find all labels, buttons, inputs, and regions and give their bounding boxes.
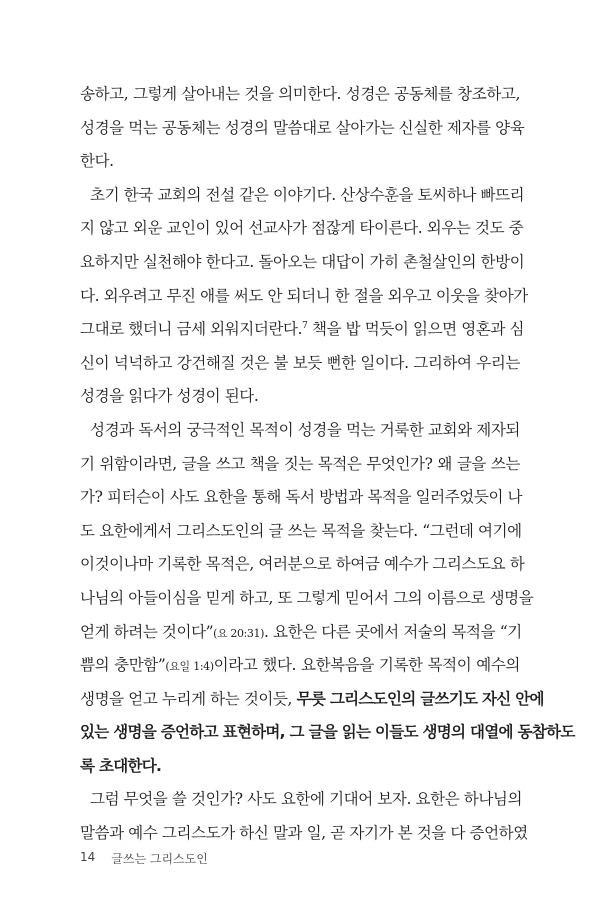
emphasis-text: 록 초대한다. bbox=[80, 756, 162, 775]
text-run: 그대로 했더니 금세 외워지더란다. bbox=[80, 320, 303, 339]
text-run: 책을 밥 먹듯이 읽으면 영혼과 심 bbox=[307, 320, 525, 339]
text-line-content bbox=[80, 515, 520, 549]
text-line-content bbox=[80, 280, 528, 314]
text-run: 성경과 독서의 궁극적인 목적이 성경을 먹는 거룩한 교회와 제자되 bbox=[90, 420, 520, 439]
text-line-content bbox=[80, 347, 520, 381]
footnote-marker: 7 bbox=[302, 321, 308, 331]
scripture-reference: (요일 1:4) bbox=[165, 660, 214, 674]
text-line bbox=[80, 716, 575, 750]
text-run: 생명을 얻고 누리게 하는 것이듯, bbox=[80, 689, 297, 708]
text-run: . 요한은 다른 곳에서 저술의 목적을 “기 bbox=[263, 622, 522, 641]
text-run: 이것이나마 기록한 목적은, 여러분으로 하여금 예수가 그리스도요 하 bbox=[80, 555, 525, 574]
text-line bbox=[80, 212, 524, 246]
text-line-content bbox=[80, 817, 528, 851]
text-line-content bbox=[80, 649, 520, 683]
running-title: 글쓰는 그리스도인 bbox=[111, 852, 208, 866]
text-line bbox=[80, 347, 520, 381]
text-line bbox=[80, 515, 520, 549]
text-run: 쁨의 충만함” bbox=[80, 656, 166, 675]
text-run: 말씀과 예수 그리스도가 하신 말과 일, 곧 자기가 본 것을 다 증언하였 bbox=[80, 824, 528, 843]
text-line bbox=[80, 649, 520, 683]
text-run: 도 요한에게서 그리스도인의 글 쓰는 목적을 찾는다. “그런데 여기에 bbox=[80, 521, 522, 540]
text-run: 나님의 아들이심을 믿게 하고, 또 그렇게 믿어서 그의 이름으로 생명을 bbox=[80, 588, 534, 607]
text-line bbox=[80, 246, 525, 280]
body-text bbox=[80, 78, 575, 851]
text-line-content bbox=[80, 212, 524, 246]
text-line bbox=[80, 783, 523, 817]
text-line-content bbox=[80, 78, 520, 112]
text-run: 기 위함이라면, 글을 쓰고 책을 짓는 목적은 무엇인가? 왜 글을 쓰는 bbox=[80, 454, 520, 473]
page-number: 14 bbox=[80, 850, 96, 864]
text-line-content bbox=[90, 414, 520, 448]
text-run: 지 않고 외운 교인이 있어 선교사가 점잖게 타이른다. 외우는 것도 중 bbox=[80, 219, 524, 238]
text-line-content bbox=[80, 548, 525, 582]
text-line bbox=[80, 179, 525, 213]
text-run: 이라고 했다. 요한복음을 기록한 목적이 예수의 bbox=[213, 656, 520, 675]
text-line bbox=[80, 481, 523, 515]
text-line-content bbox=[80, 481, 523, 515]
text-run: 성경을 먹는 공동체는 성경의 말씀대로 살아가는 신실한 제자를 양육 bbox=[80, 118, 525, 137]
text-run: 요하지만 실천해야 한다고. 돌아오는 대답이 가히 촌철살인의 한방이 bbox=[80, 252, 525, 271]
paragraph bbox=[80, 179, 528, 414]
text-line-content bbox=[80, 246, 525, 280]
text-run: 가? 피터슨이 사도 요한을 통해 독서 방법과 목적을 일러주었듯이 나 bbox=[80, 488, 523, 507]
text-line bbox=[80, 280, 528, 314]
text-line-content bbox=[80, 616, 520, 650]
text-line bbox=[80, 414, 520, 448]
paragraph bbox=[80, 414, 575, 784]
text-run: 한다. bbox=[80, 152, 114, 171]
text-line bbox=[80, 548, 525, 582]
emphasis-text: 있는 생명을 증언하고 표현하며, 그 글을 읽는 이들도 생명의 대열에 동참하도 bbox=[80, 723, 575, 742]
text-run: 그럼 무엇을 쓸 것인가? 사도 요한에 기대어 보자. 요한은 하나님의 bbox=[90, 790, 523, 809]
scripture-reference: (요 20:31) bbox=[213, 626, 264, 640]
text-line-content bbox=[80, 750, 520, 784]
text-line-content bbox=[80, 112, 525, 146]
text-line-content bbox=[80, 380, 520, 414]
text-run: 다. 외우려고 무진 애를 써도 안 되더니 한 절을 외우고 이웃을 찾아가 bbox=[80, 286, 528, 305]
text-line bbox=[80, 616, 520, 650]
text-line bbox=[80, 582, 534, 616]
text-line bbox=[80, 683, 544, 717]
text-line-content bbox=[90, 783, 523, 817]
text-line bbox=[80, 145, 520, 179]
text-line bbox=[80, 448, 520, 482]
text-run: 얻게 하려는 것이다” bbox=[80, 622, 214, 641]
text-line bbox=[80, 750, 520, 784]
text-run: 송하고, 그렇게 살아내는 것을 의미한다. 성경은 공동체를 창조하고, bbox=[80, 85, 520, 103]
emphasis-text: 무릇 그리스도인의 글쓰기도 자신 안에 bbox=[296, 689, 544, 708]
text-line-content bbox=[80, 145, 520, 179]
text-run: 신이 넉넉하고 강건해질 것은 불 보듯 뻔한 일이다. 그리하여 우리는 bbox=[80, 353, 520, 372]
text-line-content bbox=[80, 716, 575, 750]
text-line bbox=[80, 817, 528, 851]
text-line-content bbox=[80, 313, 525, 347]
text-line-content bbox=[80, 582, 534, 616]
text-run: 초기 한국 교회의 전설 같은 이야기다. 산상수훈을 토씨하나 빠뜨리 bbox=[90, 185, 525, 204]
text-line bbox=[80, 78, 520, 112]
text-run: 성경을 읽다가 성경이 된다. bbox=[80, 387, 259, 406]
paragraph bbox=[80, 783, 528, 850]
text-line-content bbox=[80, 683, 544, 717]
paragraph bbox=[80, 78, 525, 179]
text-line bbox=[80, 380, 520, 414]
text-line bbox=[80, 112, 525, 146]
text-line-content bbox=[80, 448, 520, 482]
page-footer bbox=[80, 850, 208, 867]
text-line-content bbox=[90, 179, 525, 213]
text-line bbox=[80, 313, 525, 347]
